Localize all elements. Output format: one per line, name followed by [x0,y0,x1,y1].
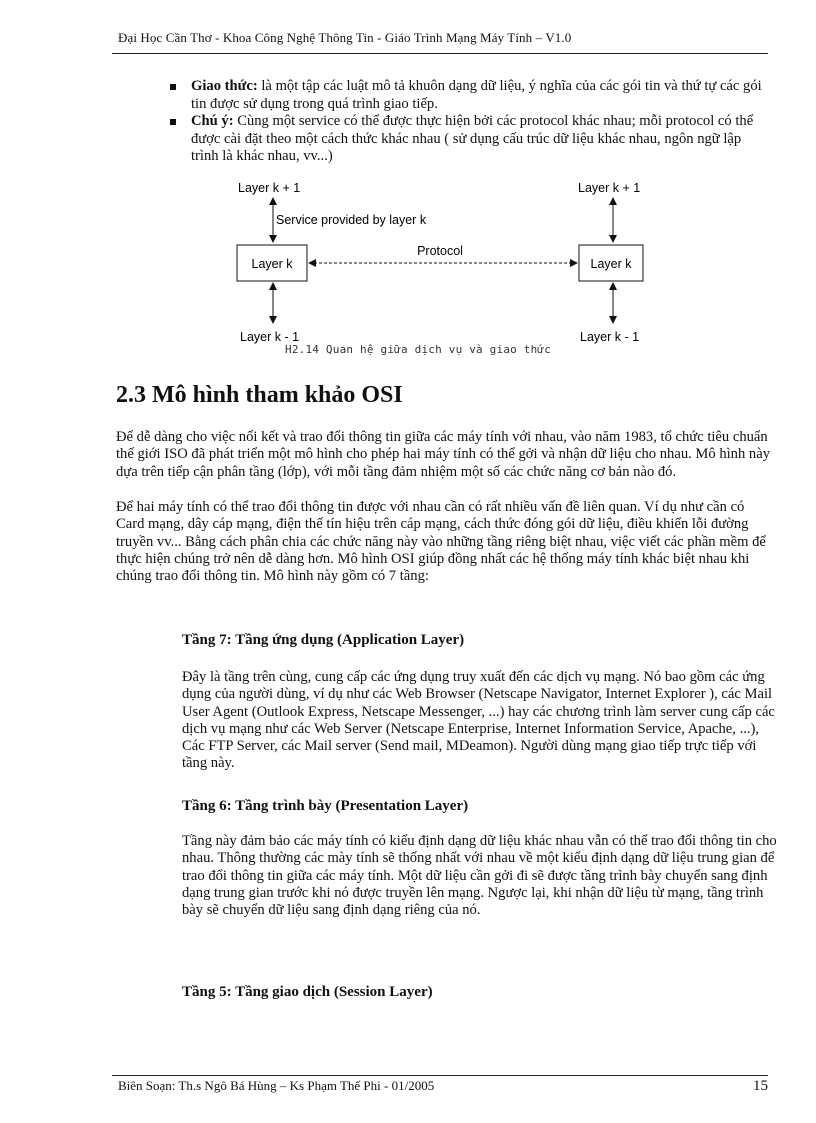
term-protocol: Giao thức: [191,78,258,94]
layer-6-paragraph: Tầng này đảm bảo các máy tính có kiểu định dạng dữ liệu khác nhau vẫn có thể trao đổi thông tin cho nhau. Thông thường các mày tính sẽ thống nhất với nhau về một kiểu định dạng dữ liệu trung gian để trao đổi thông tin giữa các máy tính. Một dữ liệu cần gởi đi sẽ được tầng trình bày chuyển sang định dạng trung gian trước khi nó được truyền lên mạng. Ngược lại, khi nhận dữ liệu từ mạng, tầng trình bày sẽ chuyển dữ liệu sang định dạng riêng của nó. [182,833,777,919]
label-bottom-right: Layer k - 1 [580,330,640,344]
square-bullet-icon [170,84,176,90]
layer-7-heading: Tầng 7: Tầng ứng dụng (Application Layer) [182,632,465,648]
definition-list [170,78,770,166]
label-layer-left: Layer k [251,257,293,271]
square-bullet-icon [170,119,176,125]
definition-text: là một tập các luật mô tả khuôn dạng dữ liệu, ý nghĩa của các gói tin và thứ tự các gói tin được sử dụng trong quá trình giao tiếp. [191,78,762,112]
term-note: Chú ý: [191,113,234,129]
label-top-right: Layer k + 1 [578,181,641,195]
section-title: 2.3 Mô hình tham khảo OSI [116,382,403,408]
header-divider [112,53,768,54]
label-layer-right: Layer k [590,257,632,271]
intro-paragraph-1: Để dễ dàng cho việc nối kết và trao đổi thông tin giữa các máy tính với nhau, vào năm 1983, tổ chức tiêu chuẩn thế giới ISO đã phát triển một mô hình cho phép hai máy tính có thể gởi và nhận dữ liệu cho nhau. Mô hình này dựa trên tiếp cận phân tầng (lớp), với mỗi tầng đảm nhiệm một số các chức năng cơ bản nào đó. [116,429,770,480]
service-protocol-diagram [230,178,660,346]
page-number: 15 [753,1078,768,1094]
label-service: Service provided by layer k [276,213,427,227]
figure-caption: H2.14 Quan hệ giữa dịch vụ và giao thức [285,343,552,356]
definition-text: Cùng một service có thể được thực hiện bởi các protocol khác nhau; mỗi protocol có thể được cài đặt theo một cách thức khác nhau ( sử dụng cấu trúc dữ liệu khác nhau, ngôn ngữ lập trình là khác nhau, vv...) [191,113,754,164]
label-protocol: Protocol [417,244,463,258]
footer-divider [112,1075,768,1076]
list-item [170,113,770,166]
layer-6-heading: Tầng 6: Tầng trình bày (Presentation Layer) [182,798,469,814]
list-item [170,78,770,113]
footer-author: Biên Soạn: Th.s Ngô Bá Hùng – Ks Phạm Thế Phi - 01/2005 [118,1078,435,1093]
label-bottom-left: Layer k - 1 [240,330,300,344]
layer-5-heading: Tầng 5: Tầng giao dịch (Session Layer) [182,984,433,1000]
layer-7-paragraph: Đây là tầng trên cùng, cung cấp các ứng dụng truy xuất đến các dịch vụ mạng. Nó bao gồm các ứng dụng của người dùng, ví dụ như các Web Browser (Netscape Navigator, Internet Explorer ), các Mail User Agent (Outlook Express, Netscape Messenger, ...) hay các chương trình làm server cung cấp các dịch vụ mạng như các Web Server (Netscape Enterprise, Internet Information Service, Apache, ...), Các FTP Server, các Mail server (Send mail, MDeamon). Người dùng mạng giao tiếp trực tiếp với tầng này. [182,669,775,772]
page-header: Đại Học Cần Thơ - Khoa Công Nghệ Thông Tin - Giáo Trình Mạng Máy Tính – V1.0 [118,30,572,45]
intro-paragraph-2: Để hai máy tính có thể trao đổi thông tin được với nhau cần có rất nhiều vấn đề liên quan. Ví dụ như cần có Card mạng, dây cáp mạng, điện thế tín hiệu trên cáp mạng, cách thức đóng gói dữ liệu, điều khiển lỗi đường truyền vv... Bằng cách phân chia các chức năng này vào những tầng riêng biệt nhau, việc viết các phần mềm để thực hiện chúng trở nên dễ dàng hơn. Mô hình OSI giúp đồng nhất các hệ thống máy tính khác biệt nhau khi chúng trao đổi thông tin. Mô hình này gồm có 7 tầng: [116,499,766,585]
label-top-left: Layer k + 1 [238,181,301,195]
